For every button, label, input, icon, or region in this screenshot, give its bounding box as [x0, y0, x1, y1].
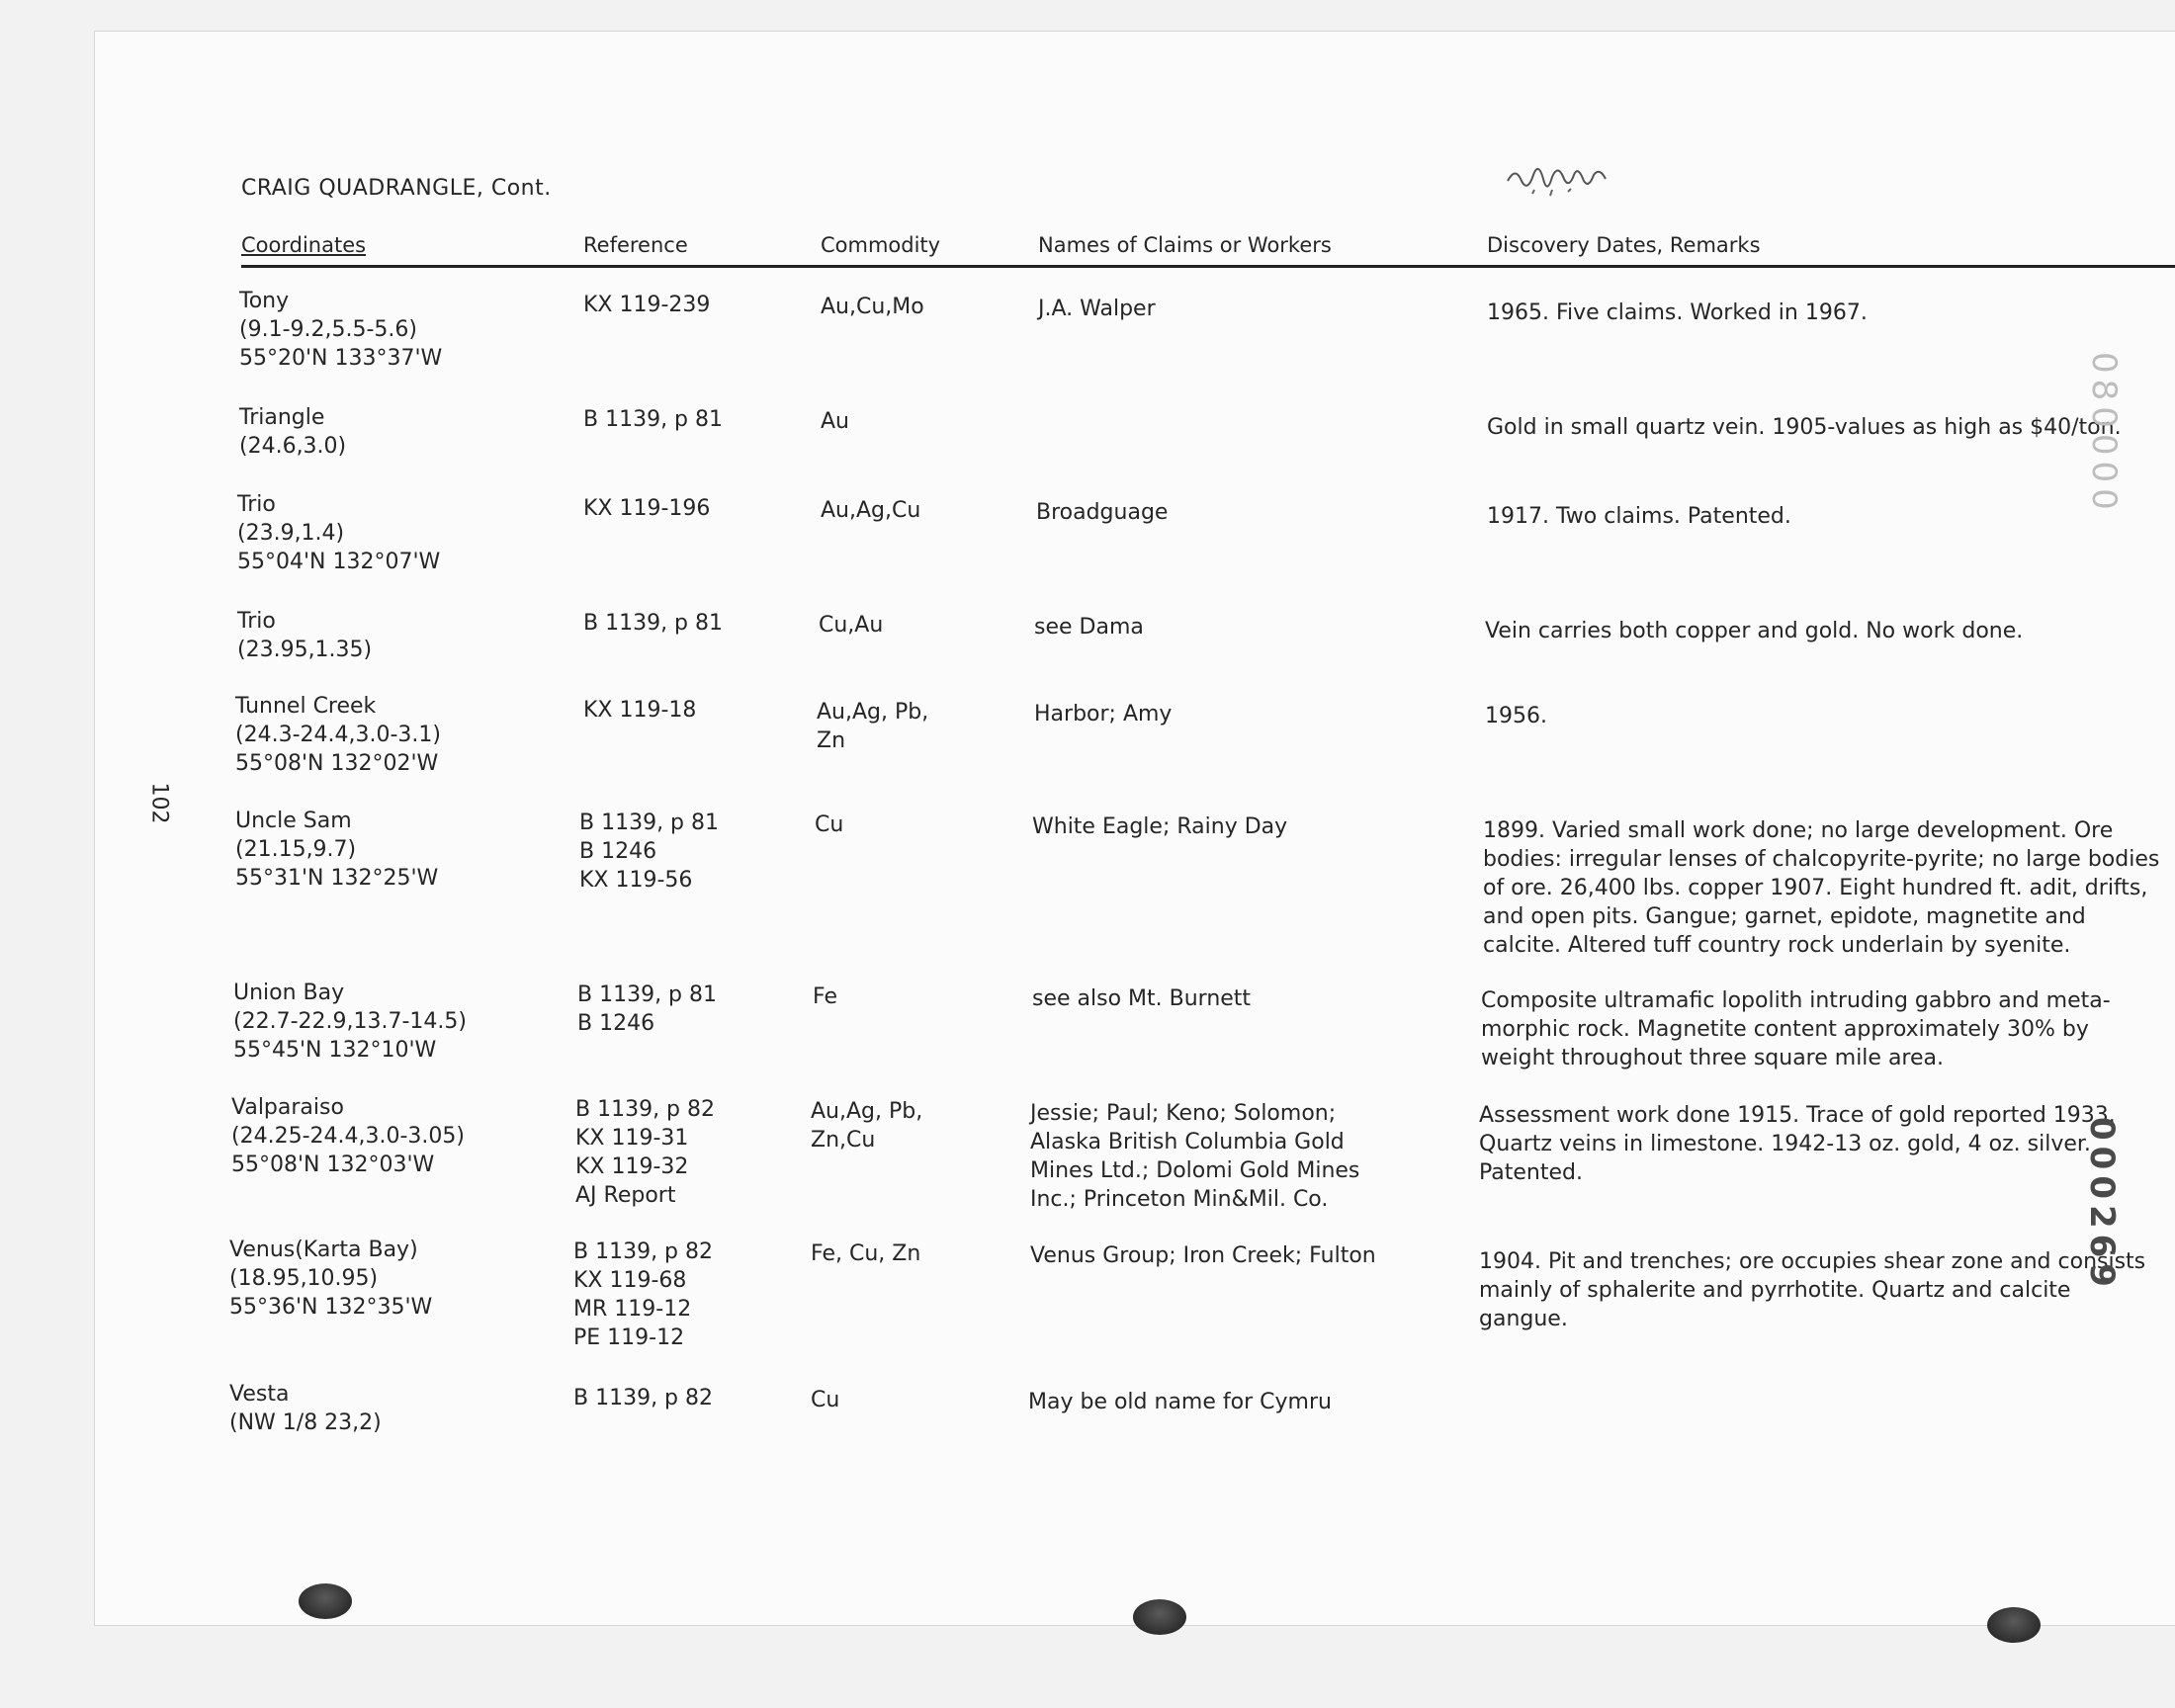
cell-names: Jessie; Paul; Keno; Solomon; Alaska British Columbia Gold Mines Ltd.; Dolomi Gold Mines Inc.; Princeton Min&Mil. Co.	[1030, 1101, 1360, 1212]
cell-reference: KX 119-196	[583, 496, 711, 521]
cell-commodity: Au,Cu,Mo	[821, 295, 924, 319]
cell-names: see Dama	[1034, 615, 1144, 640]
cell-reference: B 1139, p 82 KX 119-68 MR 119-12 PE 119-12	[573, 1239, 714, 1350]
cell-coordinates: Valparaiso (24.25-24.4,3.0-3.05) 55°08'N 132°03'W	[231, 1095, 465, 1177]
cell-remarks: 1956.	[1485, 704, 1547, 728]
handwritten-mark	[1503, 156, 1631, 206]
column-header-commodity: Commodity	[821, 233, 941, 257]
cell-coordinates: Union Bay (22.7-22.9,13.7-14.5) 55°45'N 132°10'W	[233, 981, 467, 1063]
column-header-reference: Reference	[583, 233, 688, 257]
column-header-coordinates: Coordinates	[241, 233, 367, 257]
cell-coordinates: Tunnel Creek (24.3-24.4,3.0-3.1) 55°08'N 132°02'W	[235, 694, 441, 776]
header-rule	[241, 265, 2175, 268]
cell-coordinates: Venus(Karta Bay) (18.95,10.95) 55°36'N 132°35'W	[229, 1238, 433, 1320]
cell-remarks: Composite ultramafic lopolith intruding gabbro and meta-morphic rock. Magnetite content approximately 30% by weight throughout three square mile area.	[1481, 988, 2111, 1070]
cell-names: Harbor; Amy	[1034, 702, 1173, 726]
cell-names: Venus Group; Iron Creek; Fulton	[1030, 1243, 1376, 1268]
cell-coordinates: Trio (23.95,1.35)	[237, 609, 373, 662]
cell-commodity: Fe, Cu, Zn	[811, 1241, 921, 1266]
cell-coordinates: Uncle Sam (21.15,9.7) 55°31'N 132°25'W	[235, 809, 439, 891]
cell-coordinates: Triangle (24.6,3.0)	[239, 405, 347, 459]
cell-commodity: Cu	[811, 1388, 840, 1412]
cell-remarks: Assessment work done 1915. Trace of gold reported 1933. Quartz veins in limestone. 1942-13 oz. gold, 4 oz. silver. Patented.	[1479, 1103, 2116, 1185]
cell-reference: B 1139, p 81	[583, 407, 724, 432]
cell-names: White Eagle; Rainy Day	[1032, 814, 1288, 839]
cell-coordinates: Trio (23.9,1.4) 55°04'N 132°07'W	[237, 492, 441, 574]
binder-hole	[1133, 1599, 1186, 1635]
side-stamp-bottom: 000269	[2082, 1117, 2122, 1293]
cell-coordinates: Vesta (NW 1/8 23,2)	[229, 1382, 382, 1435]
column-header-remarks: Discovery Dates, Remarks	[1487, 233, 1761, 257]
cell-reference: B 1139, p 81	[583, 611, 724, 636]
binder-hole	[1987, 1607, 2041, 1643]
side-stamp-top: 080000	[2084, 352, 2124, 516]
cell-remarks: 1965. Five claims. Worked in 1967.	[1487, 300, 1868, 325]
cell-commodity: Fe	[813, 984, 837, 1009]
cell-coordinates: Tony (9.1-9.2,5.5-5.6) 55°20'N 133°37'W	[239, 289, 443, 371]
binder-hole	[299, 1583, 352, 1619]
cell-commodity: Au,Ag, Pb, Zn	[817, 700, 929, 753]
cell-remarks: 1917. Two claims. Patented.	[1487, 504, 1791, 529]
cell-commodity: Au,Ag, Pb, Zn,Cu	[811, 1099, 923, 1153]
column-header-names: Names of Claims or Workers	[1038, 233, 1332, 257]
cell-commodity: Au	[821, 409, 849, 434]
cell-commodity: Cu	[815, 812, 844, 837]
page-number: 102	[146, 782, 172, 824]
cell-commodity: Cu,Au	[819, 613, 884, 638]
cell-remarks: Vein carries both copper and gold. No work done.	[1485, 619, 2024, 643]
cell-names: May be old name for Cymru	[1028, 1390, 1332, 1414]
cell-commodity: Au,Ag,Cu	[821, 498, 921, 523]
cell-reference: B 1139, p 82	[573, 1386, 714, 1410]
cell-remarks: Gold in small quartz vein. 1905-values as high as $40/ton.	[1487, 415, 2122, 440]
cell-reference: KX 119-18	[583, 698, 697, 723]
cell-names: Broadguage	[1036, 500, 1169, 525]
cell-names: see also Mt. Burnett	[1032, 986, 1252, 1011]
cell-reference: B 1139, p 82 KX 119-31 KX 119-32 AJ Report	[575, 1097, 716, 1208]
cell-remarks: 1904. Pit and trenches; ore occupies shear zone and consists mainly of sphalerite and pyrrhotite. Quartz and calcite gangue.	[1479, 1249, 2146, 1331]
cell-reference: B 1139, p 81 B 1246	[577, 982, 718, 1036]
cell-reference: B 1139, p 81 B 1246 KX 119-56	[579, 811, 720, 893]
cell-remarks: 1899. Varied small work done; no large development. Ore bodies: irregular lenses of chalcopyrite-pyrite; no large bodies of ore. 26,400 lbs. copper 1907. Eight hundred ft. adit, drifts, and open pits. Gangue; garnet, epidote, magnetite and calcite. Altered tuff country rock underlain by syenite.	[1483, 818, 2160, 958]
cell-reference: KX 119-239	[583, 293, 711, 317]
cell-names: J.A. Walper	[1038, 297, 1156, 321]
page-title: CRAIG QUADRANGLE, Cont.	[241, 176, 552, 201]
